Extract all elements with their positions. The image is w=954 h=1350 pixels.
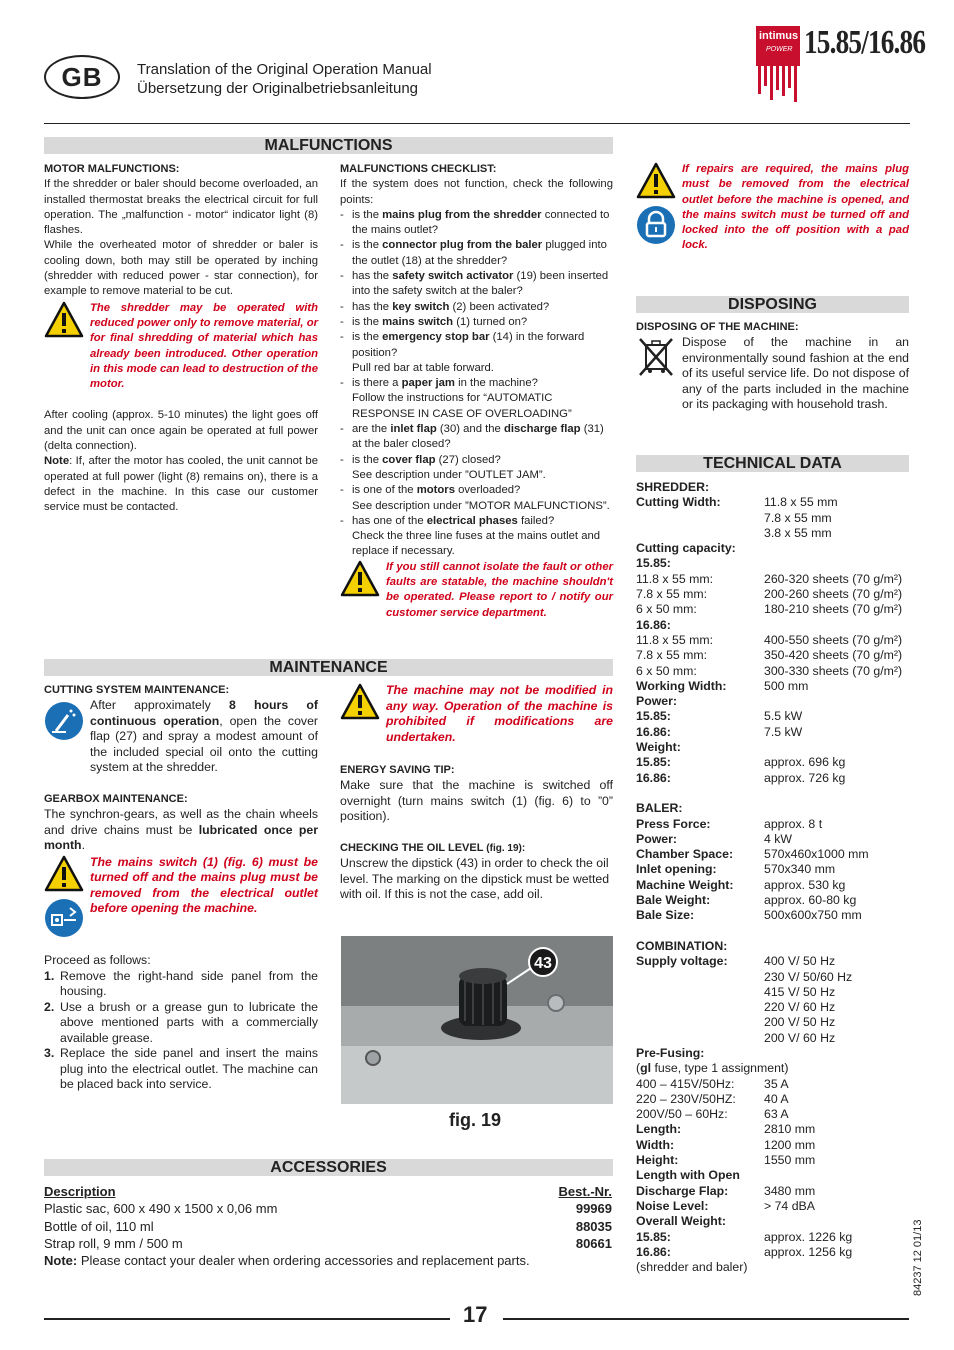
svg-text:POWER: POWER	[766, 46, 793, 53]
checklist-warning-text: If you still cannot isolate the fault or other faults are statable, the machine shouldn't be operated. Please report to / notify our customer service department.	[386, 560, 613, 619]
callout-43: 43	[534, 955, 552, 972]
tech-value: 7.8 x 55 mm	[764, 510, 832, 525]
tech-row	[636, 1260, 909, 1275]
disposing-section	[636, 320, 909, 413]
checklist-item: - is the cover flap (27) closed? See description under ”OUTLET JAM”.	[340, 453, 613, 484]
padlock-icon	[636, 205, 676, 245]
oil-level-heading-text: CHECKING THE OIL LEVEL	[340, 841, 484, 854]
checklist-item: - is there a paper jam in the machine? Follow the instructions for “AUTOMATIC RESPONSE IN CASE OF OVERLOADING”	[340, 376, 613, 422]
figure-label: fig. 19	[449, 1110, 502, 1130]
cutting-maintenance-text	[90, 698, 318, 776]
technical-data-heading: TECHNICAL DATA	[636, 455, 909, 472]
tech-value: 5.5 kW	[764, 709, 803, 724]
tech-row	[636, 1214, 909, 1229]
tech-key: Overall Weight:	[636, 1214, 726, 1229]
accessory-order-number: 88035	[575, 1218, 612, 1234]
tech-row	[636, 740, 909, 755]
accessories-note-text: Please contact your dealer when ordering accessories and replacement parts.	[77, 1253, 530, 1268]
gearbox-text-bold: lubricated once per month	[44, 822, 319, 853]
maintenance-heading: MAINTENANCE	[44, 659, 613, 676]
technical-data-table	[636, 480, 909, 1275]
tech-row	[636, 648, 909, 663]
tech-row	[636, 709, 909, 724]
tech-key: Press Force:	[636, 816, 711, 831]
document-code: 84237 12 01/13	[912, 1219, 924, 1296]
tech-key: 6 x 50 mm:	[636, 663, 697, 678]
checklist-item: - is the mains switch (1) turned on?	[340, 315, 613, 330]
tech-row	[636, 679, 909, 694]
model-number: 15.85/16.86	[804, 24, 926, 61]
tech-row	[636, 817, 909, 832]
checklist-heading: MALFUNCTIONS CHECKLIST:	[340, 163, 497, 175]
tech-key	[636, 511, 764, 526]
tech-row	[636, 1061, 909, 1076]
tech-row	[636, 480, 909, 495]
tech-key: Working Width:	[636, 678, 727, 693]
tech-key: Supply voltage:	[636, 954, 728, 969]
tech-row	[636, 1138, 909, 1153]
tech-value: 230 V/ 50/60 Hz	[764, 969, 853, 984]
tech-row	[636, 786, 909, 801]
cutting-maintenance-block	[44, 698, 318, 776]
tech-key	[636, 1015, 764, 1030]
tech-row	[636, 1107, 909, 1122]
tech-key: 220 – 230V/50HZ:	[636, 1091, 736, 1106]
tech-key: 400 – 415V/50Hz:	[636, 1076, 735, 1091]
header-divider	[44, 123, 910, 124]
tech-value: approx. 8 t	[764, 816, 823, 831]
header-line-2: Übersetzung der Originalbetriebsanleitung	[137, 80, 419, 97]
tech-key: Bale Weight:	[636, 893, 711, 908]
tech-row	[636, 862, 909, 877]
tech-key	[636, 985, 764, 1000]
tech-row	[636, 1077, 909, 1092]
tech-value: approx. 696 kg	[764, 755, 846, 770]
accessories-note	[44, 1252, 624, 1269]
gearbox-heading: GEARBOX MAINTENANCE:	[44, 792, 188, 805]
tech-value: 200 V/ 50 Hz	[764, 1015, 836, 1030]
tech-key: COMBINATION:	[636, 938, 728, 953]
malfunctions-heading: MALFUNCTIONS	[44, 137, 613, 154]
tech-value: approx. 60-80 kg	[764, 893, 857, 908]
tech-value: 3480 mm	[764, 1183, 816, 1198]
maintenance-steps	[44, 969, 318, 1093]
col-order-number: Best.-Nr.	[558, 1184, 612, 1199]
tech-value: > 74 dBA	[764, 1198, 815, 1213]
col-description: Description	[44, 1184, 116, 1199]
tech-row	[636, 1199, 909, 1214]
tech-value: 500x600x750 mm	[764, 908, 862, 923]
tech-row	[636, 541, 909, 556]
tech-row	[636, 1230, 909, 1245]
checklist-item: - has the safety switch activator (19) been inserted into the safety switch at the baler?	[340, 269, 613, 300]
tech-key: 15.85:	[636, 1229, 671, 1244]
tech-row	[636, 1153, 909, 1168]
tech-row	[636, 1031, 909, 1046]
tech-key: 16.86:	[636, 617, 671, 632]
tech-key: 16.86:	[636, 724, 671, 739]
tech-key: 6 x 50 mm:	[636, 602, 697, 617]
motor-malfunctions-section	[44, 162, 318, 516]
tech-key: Chamber Space:	[636, 847, 734, 862]
tech-row	[636, 1092, 909, 1107]
unplug-icon	[44, 898, 84, 938]
motor-warning-block	[44, 301, 318, 393]
tech-key: Length:	[636, 1122, 682, 1137]
tech-value: approx. 1226 kg	[764, 1229, 853, 1244]
accessories-note-label: Note:	[44, 1253, 78, 1268]
gearbox-text-post: .	[81, 838, 85, 853]
tech-key: 11.8 x 55 mm:	[636, 571, 713, 586]
maintenance-right-column	[340, 683, 613, 903]
tech-key	[636, 1000, 764, 1015]
tech-key: Inlet opening:	[636, 862, 717, 877]
maintenance-step: 3. Replace the side panel and insert the mains plug into the electrical outlet. The machine can be placed back into service.	[44, 1046, 318, 1092]
intimus-logo	[756, 26, 802, 104]
tech-value: 300-330 sheets (70 g/m²)	[764, 663, 903, 678]
tech-row	[636, 587, 909, 602]
tech-key	[636, 786, 764, 801]
tech-row	[636, 694, 909, 709]
accessory-order-number: 99969	[575, 1201, 612, 1217]
tech-value: 35 A	[764, 1076, 789, 1091]
motor-paragraph-2: While the overheated motor of shredder or baler is cooling down, both may still be operated by inching (shredder with reduced power - star connection), for example to remove material to be cut.	[44, 239, 318, 298]
disposing-subheading: DISPOSING OF THE MACHINE:	[636, 321, 799, 333]
motor-note	[44, 454, 318, 515]
note-label: Note	[44, 455, 70, 468]
tech-row	[636, 939, 909, 954]
tech-row	[636, 572, 909, 587]
accessory-row	[44, 1235, 612, 1252]
checklist-item: - is the connector plug from the baler plugged into the outlet (18) at the shredder?	[340, 238, 613, 269]
dipstick-photo	[341, 936, 613, 1104]
checklist-warning-block	[340, 560, 613, 621]
svg-text:intimus: intimus	[759, 30, 799, 42]
tech-row	[636, 1015, 909, 1030]
tech-row	[636, 924, 909, 939]
disposing-heading: DISPOSING	[636, 296, 909, 313]
tech-value: approx. 1256 kg	[764, 1244, 853, 1259]
tech-key: 15.85:	[636, 709, 671, 724]
repair-warning-text: If repairs are required, the mains plug must be removed from the electrical outlet before the machine is opened, and the mains switch must be turned off and locked into the off position with a pad lock.	[682, 163, 909, 252]
tech-value: 4 kW	[764, 831, 793, 846]
tech-row	[636, 1000, 909, 1015]
tech-key: 15.85:	[636, 755, 671, 770]
checklist	[340, 208, 613, 560]
language-badge: GB	[44, 55, 120, 99]
tech-value: 415 V/ 50 Hz	[764, 984, 836, 999]
tech-row	[636, 1122, 909, 1137]
tech-key: 16.86:	[636, 770, 671, 785]
maintenance-step: 2. Use a brush or a grease gun to lubricate the above mentioned parts with a commercially available grease.	[44, 999, 318, 1045]
tech-key: 200V/50 – 60Hz:	[636, 1107, 728, 1122]
tech-value: 350-420 sheets (70 g/m²)	[764, 648, 903, 663]
motor-paragraph-1: If the shredder or baler should become overloaded, an installed thermostat breaks the electrical circuit for full operation. The „malfunction - motor“ indicator light (8) flashes.	[44, 178, 318, 237]
tech-row	[636, 878, 909, 893]
checklist-item: - is one of the motors overloaded? See description under ”MOTOR MALFUNCTIONS”.	[340, 483, 613, 514]
disposing-block	[636, 335, 909, 413]
tech-row	[636, 725, 909, 740]
gearbox-text-pre: The synchron-gears, as well as the chain wheels and drive chains must be	[44, 807, 318, 837]
cutting-text-pre: After approximately	[90, 698, 229, 713]
energy-heading: ENERGY SAVING TIP:	[340, 764, 455, 776]
footer-divider-right	[503, 1318, 909, 1320]
tech-key: (shredder and baler)	[636, 1260, 748, 1275]
accessories-table	[44, 1183, 612, 1252]
tech-value: 40 A	[764, 1091, 789, 1106]
tech-key: Weight:	[636, 740, 681, 755]
tech-key: 7.8 x 55 mm:	[636, 587, 708, 602]
accessory-description: Strap roll, 9 mm / 500 m	[44, 1235, 183, 1251]
tech-key: Cutting Width:	[636, 495, 721, 510]
tech-key: 15.85:	[636, 556, 671, 571]
tech-key: 11.8 x 55 mm:	[636, 632, 713, 647]
gearbox-text	[44, 807, 318, 854]
tech-row	[636, 771, 909, 786]
checklist-intro: If the system does not function, check the following points:	[340, 178, 613, 206]
tech-row	[636, 495, 909, 510]
warning-icon	[44, 855, 84, 893]
tech-row	[636, 664, 909, 679]
accessories-header-row	[44, 1183, 612, 1200]
oil-spray-icon	[44, 701, 84, 741]
proceed-text: Proceed as follows:	[44, 953, 151, 968]
checklist-item: - is the mains plug from the shredder connected to the mains outlet?	[340, 208, 613, 239]
tech-value: 1550 mm	[764, 1153, 816, 1168]
cutting-text-bold: 8 hours of continuous operation	[90, 698, 318, 728]
tech-key: Length with Open	[636, 1168, 740, 1183]
tech-key: SHREDDER:	[636, 480, 710, 494]
oil-level-text: Unscrew the dipstick (43) in order to check the oil level. The marking on the dipstick must be wetted with oil. If this is not the case, add oil.	[340, 856, 610, 902]
tech-value: 1200 mm	[764, 1137, 816, 1152]
tech-key: Cutting capacity:	[636, 541, 736, 556]
tech-row	[636, 556, 909, 571]
tech-value: 400-550 sheets (70 g/m²)	[764, 632, 903, 647]
tech-value: 180-210 sheets (70 g/m²)	[764, 602, 903, 617]
tech-row	[636, 1046, 909, 1061]
tech-value: 260-320 sheets (70 g/m²)	[764, 571, 903, 586]
tech-key	[636, 970, 764, 985]
gearbox-warning-text: The mains switch (1) (fig. 6) must be turned off and the mains plug must be removed from the electrical outlet before opening the machine.	[90, 854, 318, 916]
tech-key: BALER:	[636, 801, 683, 816]
footer-divider-left	[44, 1318, 450, 1320]
motor-paragraph-3: After cooling (approx. 5-10 minutes) the light goes off and the unit can once again be operated at full power (delta connection).	[44, 409, 318, 453]
modification-warning-block	[340, 683, 613, 745]
tech-value: approx. 726 kg	[764, 770, 846, 785]
gearbox-warning-block	[44, 855, 318, 944]
motor-heading: MOTOR MALFUNCTIONS:	[44, 163, 180, 175]
tech-row	[636, 602, 909, 617]
tech-key: Width:	[636, 1137, 675, 1152]
tech-value: 11.8 x 55 mm	[764, 495, 838, 510]
tech-key	[636, 526, 764, 541]
accessories-items	[44, 1200, 612, 1252]
tech-key: Machine Weight:	[636, 877, 734, 892]
oil-level-heading-fig: (fig. 19):	[486, 842, 526, 854]
tech-value: 570x340 mm	[764, 862, 836, 877]
cutting-text-post: , open the cover flap (27) and spray a modest amount of the included special oil onto the cutting system at the shredder.	[90, 713, 319, 775]
tech-value: 500 mm	[764, 678, 809, 693]
checklist-item: - has one of the electrical phases failed? Check the three line fuses at the mains outlet and replace if necessary.	[340, 514, 613, 560]
tech-key: Discharge Flap:	[636, 1183, 729, 1198]
tech-row	[636, 970, 909, 985]
warning-icon	[340, 560, 380, 598]
tech-key: Pre-Fusing:	[636, 1045, 705, 1060]
cutting-maintenance-heading: CUTTING SYSTEM MAINTENANCE:	[44, 684, 230, 696]
accessory-row	[44, 1218, 612, 1235]
tech-row	[636, 526, 909, 541]
checklist-section	[340, 162, 613, 621]
tech-row	[636, 633, 909, 648]
tech-row	[636, 908, 909, 923]
tech-value: 7.5 kW	[764, 724, 803, 739]
tech-row	[636, 1168, 909, 1183]
tech-value: 220 V/ 60 Hz	[764, 1000, 836, 1015]
tech-value: 400 V/ 50 Hz	[764, 954, 836, 969]
tech-key: Power:	[636, 694, 677, 709]
crossed-bin-icon	[636, 335, 676, 379]
accessories-heading: ACCESSORIES	[44, 1159, 613, 1176]
header-subtitle	[137, 60, 432, 98]
tech-row	[636, 954, 909, 969]
motor-warning-text: The shredder may be operated with reduced power only to remove material, or for final shredding of material which has already been introduced. Other operation in this mode can lead to destruction of the motor.	[90, 301, 318, 391]
tech-value: approx. 530 kg	[764, 877, 846, 892]
tech-key	[636, 1031, 764, 1046]
tech-row	[636, 511, 909, 526]
maintenance-left-column	[44, 683, 318, 1093]
repair-icons	[636, 162, 676, 254]
tech-key: Height:	[636, 1153, 679, 1168]
tech-value: 570x460x1000 mm	[764, 847, 869, 862]
header-line-1: Translation of the Original Operation Manual	[137, 61, 432, 78]
tech-key: 16.86:	[636, 1244, 671, 1259]
checklist-item: - has the key switch (2) been activated?	[340, 300, 613, 315]
tech-row	[636, 1245, 909, 1260]
warning-icon	[636, 162, 676, 200]
tech-row	[636, 832, 909, 847]
checklist-item: - is the emergency stop bar (14) in the forward position? Pull red bar at table forward.	[340, 330, 613, 376]
tech-key: 7.8 x 55 mm:	[636, 648, 708, 663]
maintenance-step: 1. Remove the right-hand side panel from the housing.	[44, 968, 318, 999]
tech-key	[636, 924, 764, 939]
page-number: 17	[463, 1302, 488, 1327]
repair-warning-block	[636, 162, 909, 254]
tech-row	[636, 1184, 909, 1199]
tech-row	[636, 618, 909, 633]
tech-key: Power:	[636, 831, 677, 846]
figure-19-photo	[341, 936, 613, 1104]
tech-row	[636, 801, 909, 816]
tech-value: 2810 mm	[764, 1122, 816, 1137]
tech-key: Bale Size:	[636, 908, 695, 923]
motor-note-text: : If, after the motor has cooled, the unit cannot be operated at full power (light (8) remains on), there is a defect in the machine. In this case our customer service must be contacted.	[44, 455, 318, 514]
checklist-item: - are the inlet flap (30) and the discharge flap (31) at the baler closed?	[340, 422, 613, 453]
warning-icon	[340, 683, 380, 721]
accessory-description: Bottle of oil, 110 ml	[44, 1218, 154, 1234]
tech-row	[636, 847, 909, 862]
accessory-description: Plastic sac, 600 x 490 x 1500 x 0,06 mm	[44, 1201, 278, 1217]
warning-icon	[44, 301, 84, 339]
tech-value: 200-260 sheets (70 g/m²)	[764, 587, 903, 602]
accessory-row	[44, 1200, 612, 1217]
tech-row	[636, 985, 909, 1000]
gearbox-warning-icons	[44, 855, 84, 944]
tech-row	[636, 893, 909, 908]
tech-key: (gl fuse, type 1 assignment)	[636, 1061, 789, 1076]
tech-value: 3.8 x 55 mm	[764, 525, 832, 540]
energy-text: Make sure that the machine is switched off overnight (turn mains switch (1) (fig. 6) to ”0” position).	[340, 778, 613, 824]
tech-key: Noise Level:	[636, 1198, 709, 1213]
accessory-order-number: 80661	[575, 1235, 612, 1251]
oil-level-heading	[340, 841, 613, 856]
disposing-text: Dispose of the machine in an environmentally sound fashion at the end of its useful service life. Do not dispose of any of the parts included in the machine or its packaging with household trash.	[682, 335, 909, 412]
tech-row	[636, 755, 909, 770]
tech-value: 63 A	[764, 1107, 789, 1122]
tech-value: 200 V/ 60 Hz	[764, 1030, 836, 1045]
modification-warning-text: The machine may not be modified in any way. Operation of the machine is prohibited if modifications are undertaken.	[386, 683, 613, 744]
